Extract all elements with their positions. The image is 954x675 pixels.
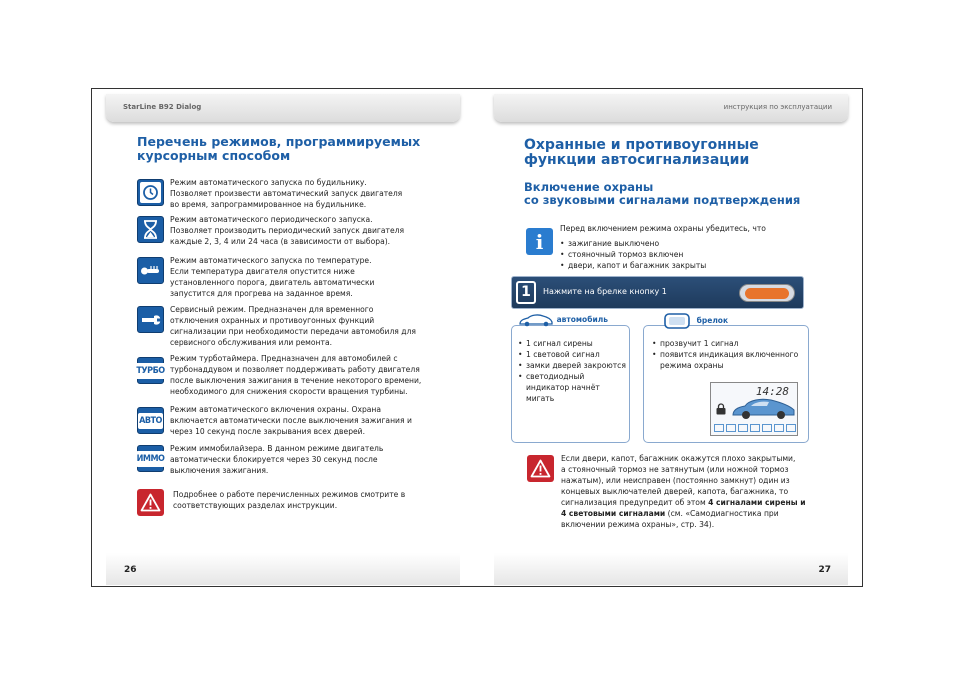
left-header-text: StarLine B92 Dialog	[123, 103, 202, 111]
fob-status-icons	[714, 424, 796, 432]
list-item: • светодиодный индикатор начнёт мигать	[518, 371, 628, 404]
right-footer	[494, 553, 848, 585]
warning-text: Если двери, капот, багажник окажутся плохо закрытыми, а стояночный тормоз не затянутым (или ножной тормоз нажатым), или неисправен (постоянно замкнут) один из концевых выключателей дверей, капота, багажника, то сигнализация предупредит об этом 4 сигналами сирены и 4 световыми сигналами (см. «Самодиагностика при включении режима охраны», стр. 34).	[561, 454, 806, 529]
modes-note: Подробнее о работе перечисленных режимов смотрите в соответствующих разделах инструкции.	[173, 490, 406, 510]
page-number-right: 27	[818, 565, 831, 575]
info-icon: i	[526, 228, 553, 255]
car-icon	[518, 313, 554, 327]
car-result-box	[511, 315, 630, 443]
key-fob-button-icon	[739, 284, 795, 302]
left-footer	[106, 553, 460, 585]
left-page	[92, 89, 478, 586]
car-label: автомобиль	[556, 315, 608, 324]
list-item: • зажигание выключено	[560, 238, 820, 249]
hourglass-icon	[137, 216, 164, 243]
clock-icon	[137, 179, 164, 206]
list-item: • стояночный тормоз включен	[560, 249, 820, 260]
car-tab	[518, 313, 608, 327]
pre-arm-checklist: Перед включением режима охраны убедитесь, что • зажигание выключено • стояночный тормоз включен • двери, капот и багажник закрыты	[560, 223, 820, 271]
step-instruction: Нажмите на брелке кнопку 1	[543, 287, 667, 296]
car-display-icon	[731, 395, 797, 421]
lock-icon	[715, 403, 727, 415]
right-header	[494, 94, 848, 122]
list-item: • 1 световой сигнал	[518, 349, 628, 360]
list-item: • прозвучит 1 сигнал	[652, 338, 802, 349]
mode-description-periodic: Режим автоматического периодического запуска. Позволяет производить периодический запуск двигателя каждые 2, 3, 4 или 24 часа (в зависимости от выбора).	[170, 215, 405, 246]
list-item: • появится индикация включенного режима охраны	[652, 349, 802, 371]
list-item: • двери, капот и багажник закрыты	[560, 260, 820, 271]
step-1-bar	[511, 276, 804, 309]
key-fob-icon	[664, 313, 690, 329]
document-spread	[91, 88, 863, 587]
page-number-left: 26	[124, 565, 137, 575]
wrench-icon	[137, 306, 164, 333]
right-page	[478, 89, 863, 586]
warning-icon	[527, 455, 554, 482]
mode-description-immobilizer: Режим иммобилайзера. В данном режиме двигатель автоматически блокируется через 30 секунд после выключения зажигания.	[170, 444, 384, 475]
list-item: • замки дверей закроются	[518, 360, 628, 371]
right-page-title: Охранные и противоугонные функции автосигнализации	[524, 137, 759, 168]
mode-description-turbo: Режим турботаймера. Предназначен для автомобилей с турбонаддувом и позволяет поддерживать работу двигателя после выключения зажигания в течение некоторого времени, необходимого для снижения скорости вращения турбины.	[170, 354, 422, 396]
left-header	[106, 94, 460, 122]
right-header-text: инструкция по эксплуатации	[723, 103, 832, 111]
turbo-icon: ТУРБО	[137, 357, 164, 384]
mode-description-alarm: Режим автоматического запуска по будильнику. Позволяет произвести автоматический запуск двигателя во время, запрограммированное на будильнике.	[170, 178, 403, 209]
mode-description-auto-arm: Режим автоматического включения охраны. Охрана включается автоматически после выключения зажигания и через 10 секунд после закрывания всех дверей.	[170, 405, 412, 436]
thermometer-icon	[137, 257, 164, 284]
fob-label: брелок	[696, 316, 729, 325]
mode-description-temperature: Режим автоматического запуска по температуре. Если температура двигателя опустится ниже установленного порога, двигатель автоматически запустится для прогрева на заданное время.	[170, 256, 375, 298]
fob-display	[710, 382, 798, 436]
warning-icon	[137, 489, 164, 516]
auto-icon: АВТО	[137, 407, 164, 434]
left-page-title: Перечень режимов, программируемых курсорным способом	[137, 134, 421, 163]
section-subtitle: Включение охраны со звуковыми сигналами подтверждения	[524, 180, 801, 207]
immo-icon: ИММО	[137, 445, 164, 472]
mode-description-service: Сервисный режим. Предназначен для временного отключения охранных и противоугонных функций сигнализации при необходимости передачи автомобиля для сервисного обслуживания или ремонта.	[170, 305, 416, 347]
step-number: 1	[516, 281, 536, 304]
fob-result-box	[643, 316, 809, 443]
fob-display-time: 14:28	[755, 385, 789, 398]
fob-tab	[664, 313, 728, 327]
list-item: • 1 сигнал сирены	[518, 338, 628, 349]
